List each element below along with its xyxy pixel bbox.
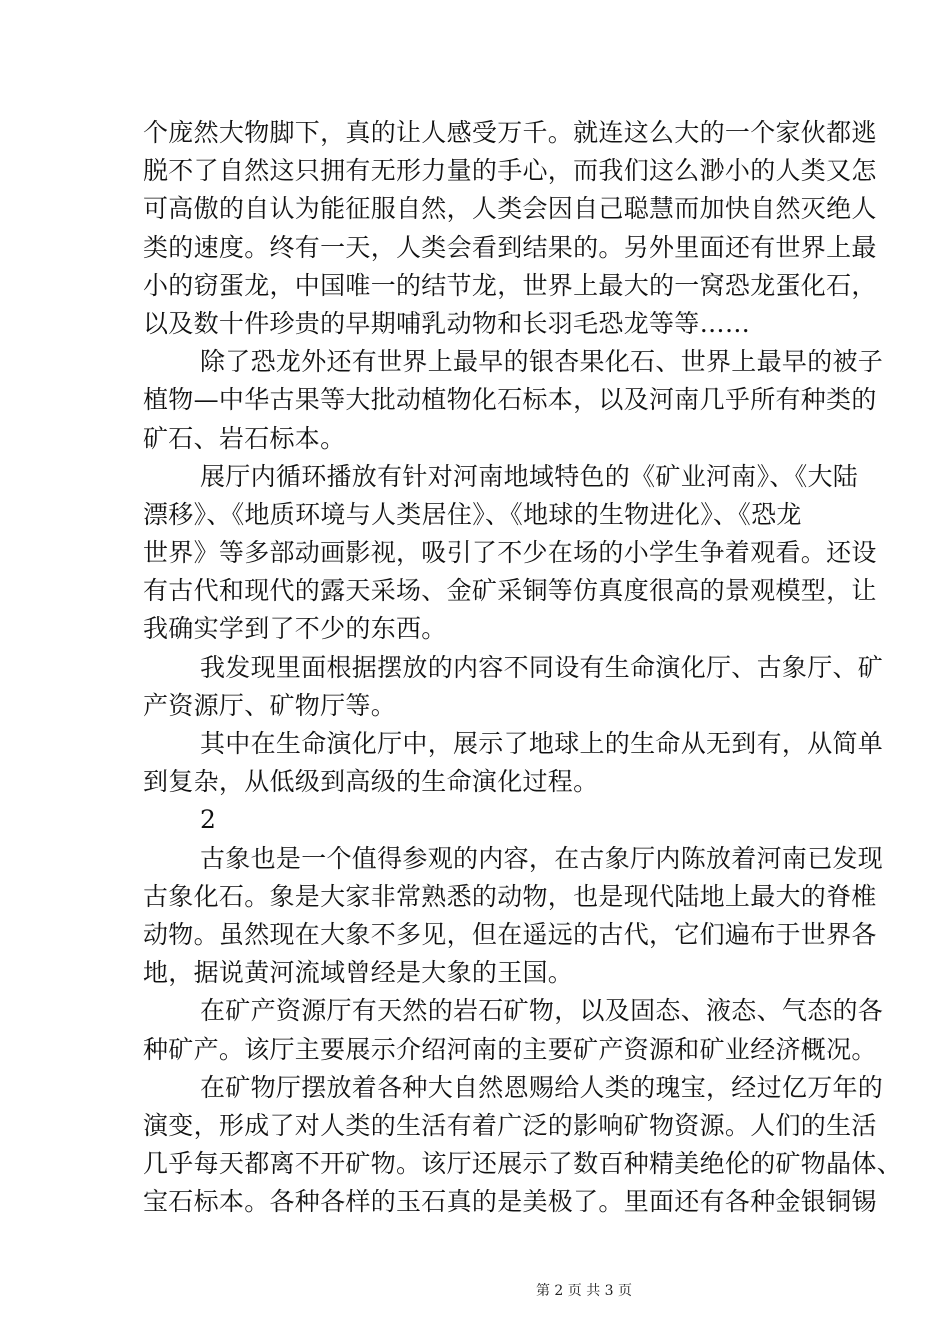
text-line: 种矿产。该厅主要展示介绍河南的主要矿产资源和矿业经济概况。 bbox=[143, 1034, 877, 1064]
paragraph-first-line: 在矿产资源厅有天然的岩石矿物，以及固态、液态、气态的各 bbox=[200, 996, 884, 1026]
text-line: 个庞然大物脚下，真的让人感受万千。就连这么大的一个家伙都逃 bbox=[143, 118, 877, 147]
text-line: 植物—中华古果等大批动植物化石标本，以及河南几乎所有种类的 bbox=[143, 385, 877, 415]
paragraph-first-line: 除了恐龙外还有世界上最早的银杏果化石、世界上最早的被子 bbox=[200, 347, 884, 377]
text-line: 产资源厅、矿物厅等。 bbox=[143, 690, 397, 720]
paragraph-first-line: 我发现里面根据摆放的内容不同设有生命演化厅、古象厅、矿 bbox=[200, 652, 884, 682]
text-line: 古象化石。象是大家非常熟悉的动物，也是现代陆地上最大的脊椎 bbox=[143, 881, 877, 911]
text-line: 几乎每天都离不开矿物。该厅还展示了数百种精美绝伦的矿物晶体、 bbox=[143, 1149, 903, 1179]
text-line: 演变，形成了对人类的生活有着广泛的影响矿物资源。人们的生活 bbox=[143, 1110, 877, 1140]
text-line: 矿石、岩石标本。 bbox=[143, 423, 346, 453]
text-line: 漂移》、《地质环境与人类居住》、《地球的生物进化》、《恐龙 bbox=[143, 499, 802, 529]
text-line: 以及数十件珍贵的早期哺乳动物和长羽毛恐龙等等…… bbox=[143, 308, 751, 338]
text-line: 可高傲的自认为能征服自然，人类会因自己聪慧而加快自然灭绝人 bbox=[143, 194, 877, 224]
text-line: 小的窃蛋龙，中国唯一的结节龙，世界上最大的一窝恐龙蛋化石， bbox=[143, 270, 877, 300]
text-line: 动物。虽然现在大象不多见，但在遥远的古代，它们遍布于世界各 bbox=[143, 919, 877, 949]
paragraph-first-line: 其中在生命演化厅中，展示了地球上的生命从无到有，从简单 bbox=[200, 729, 884, 758]
text-line: 脱不了自然这只拥有无形力量的手心，而我们这么渺小的人类又怎 bbox=[143, 156, 877, 186]
text-line: 世界》等多部动画影视，吸引了不少在场的小学生争着观看。还设 bbox=[143, 538, 877, 568]
text-line: 有古代和现代的露天采场、金矿采铜等仿真度很高的景观模型，让 bbox=[143, 576, 877, 606]
paragraph-first-line: 在矿物厅摆放着各种大自然恩赐给人类的瑰宝，经过亿万年的 bbox=[200, 1072, 884, 1102]
paragraph-first-line: 展厅内循环播放有针对河南地域特色的《矿业河南》、《大陆 bbox=[200, 461, 859, 491]
text-line: 地，据说黄河流域曾经是大象的王国。 bbox=[143, 958, 574, 988]
text-line: 类的速度。终有一天，人类会看到结果的。另外里面还有世界上最 bbox=[143, 232, 877, 262]
text-line: 我确实学到了不少的东西。 bbox=[143, 614, 447, 644]
section-number: 2 bbox=[200, 805, 217, 835]
page-number-footer: 第 2 页 共 3 页 bbox=[535, 1283, 633, 1299]
text-line: 宝石标本。各种各样的玉石真的是美极了。里面还有各种金银铜锡 bbox=[143, 1187, 877, 1217]
paragraph-first-line: 古象也是一个值得参观的内容，在古象厅内陈放着河南已发现 bbox=[200, 843, 884, 873]
document-body bbox=[143, 114, 903, 1221]
text-line: 到复杂，从低级到高级的生命演化过程。 bbox=[143, 767, 599, 797]
